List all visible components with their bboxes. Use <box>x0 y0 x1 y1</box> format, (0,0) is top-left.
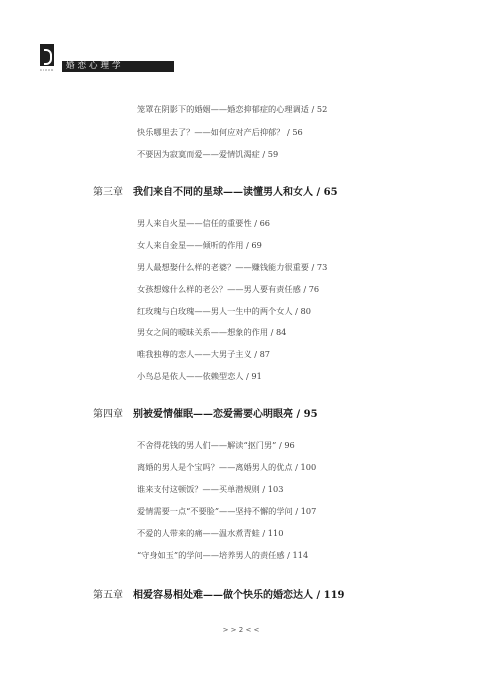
book-logo-icon <box>40 44 54 66</box>
toc-entry[interactable]: 不要因为寂寞而爱——爱情饥渴症 / 59 <box>137 149 279 159</box>
logo-caption: CIXXO <box>40 68 55 72</box>
toc-entry[interactable]: 快乐哪里去了？——如何应对产后抑郁？ / 56 <box>137 127 303 137</box>
toc-entry[interactable]: 谁来支付这顿饭？——买单潜规则 / 103 <box>137 484 284 494</box>
chapter-number: 第五章 <box>93 590 123 601</box>
chapter-number: 第四章 <box>93 409 123 420</box>
toc-entry[interactable]: 男人来自火星——信任的重要性 / 66 <box>137 218 271 228</box>
series-title: 婚恋心理学 <box>66 61 124 71</box>
toc-entry[interactable]: 红玫瑰与白玫瑰——男人一生中的两个女人 / 80 <box>137 306 311 316</box>
toc-entry[interactable]: 男女之间的暧昧关系——想象的作用 / 84 <box>137 327 287 337</box>
toc-entry[interactable]: 爱情需要一点“不要脸”——坚持不懈的学问 / 107 <box>137 506 317 516</box>
toc-entry[interactable]: 不舍得花钱的男人们——解读“抠门男” / 96 <box>137 440 295 450</box>
chapter-number: 第三章 <box>93 187 123 198</box>
chapter-heading[interactable] <box>93 589 345 603</box>
toc-entry[interactable]: “守身如玉”的学问——培养男人的责任感 / 114 <box>137 550 309 560</box>
toc-entry[interactable]: 女孩想嫁什么样的老公？——男人要有责任感 / 76 <box>137 284 320 294</box>
toc-entry[interactable]: 小鸟总是依人——依赖型恋人 / 91 <box>137 371 262 381</box>
chapter-heading[interactable] <box>93 408 318 422</box>
toc-entry[interactable]: 女人来自金星——倾听的作用 / 69 <box>137 240 262 250</box>
toc-entry[interactable]: 离婚的男人是个宝吗？——离婚男人的优点 / 100 <box>137 462 317 472</box>
toc-entry[interactable]: 唯我独尊的恋人——大男子主义 / 87 <box>137 349 271 359</box>
page-number: > > 2 < < <box>222 626 260 634</box>
toc-entry[interactable]: 男人最想娶什么样的老婆？——赚钱能力很重要 / 73 <box>137 262 328 272</box>
chapter-title: 相爱容易相处难——做个快乐的婚恋达人 / 119 <box>133 590 345 601</box>
chapter-heading[interactable] <box>93 186 338 200</box>
chapter-title: 别被爱情催眠——恋爱需要心明眼亮 / 95 <box>133 409 318 420</box>
toc-entry[interactable]: 不爱的人带来的痛——温水煮青蛙 / 110 <box>137 528 284 538</box>
series-title-bar <box>62 61 174 72</box>
toc-entry[interactable]: 笼罩在阴影下的婚姻——婚恋抑郁症的心理调适 / 52 <box>137 104 328 114</box>
chapter-title: 我们来自不同的星球——读懂男人和女人 / 65 <box>133 187 338 198</box>
